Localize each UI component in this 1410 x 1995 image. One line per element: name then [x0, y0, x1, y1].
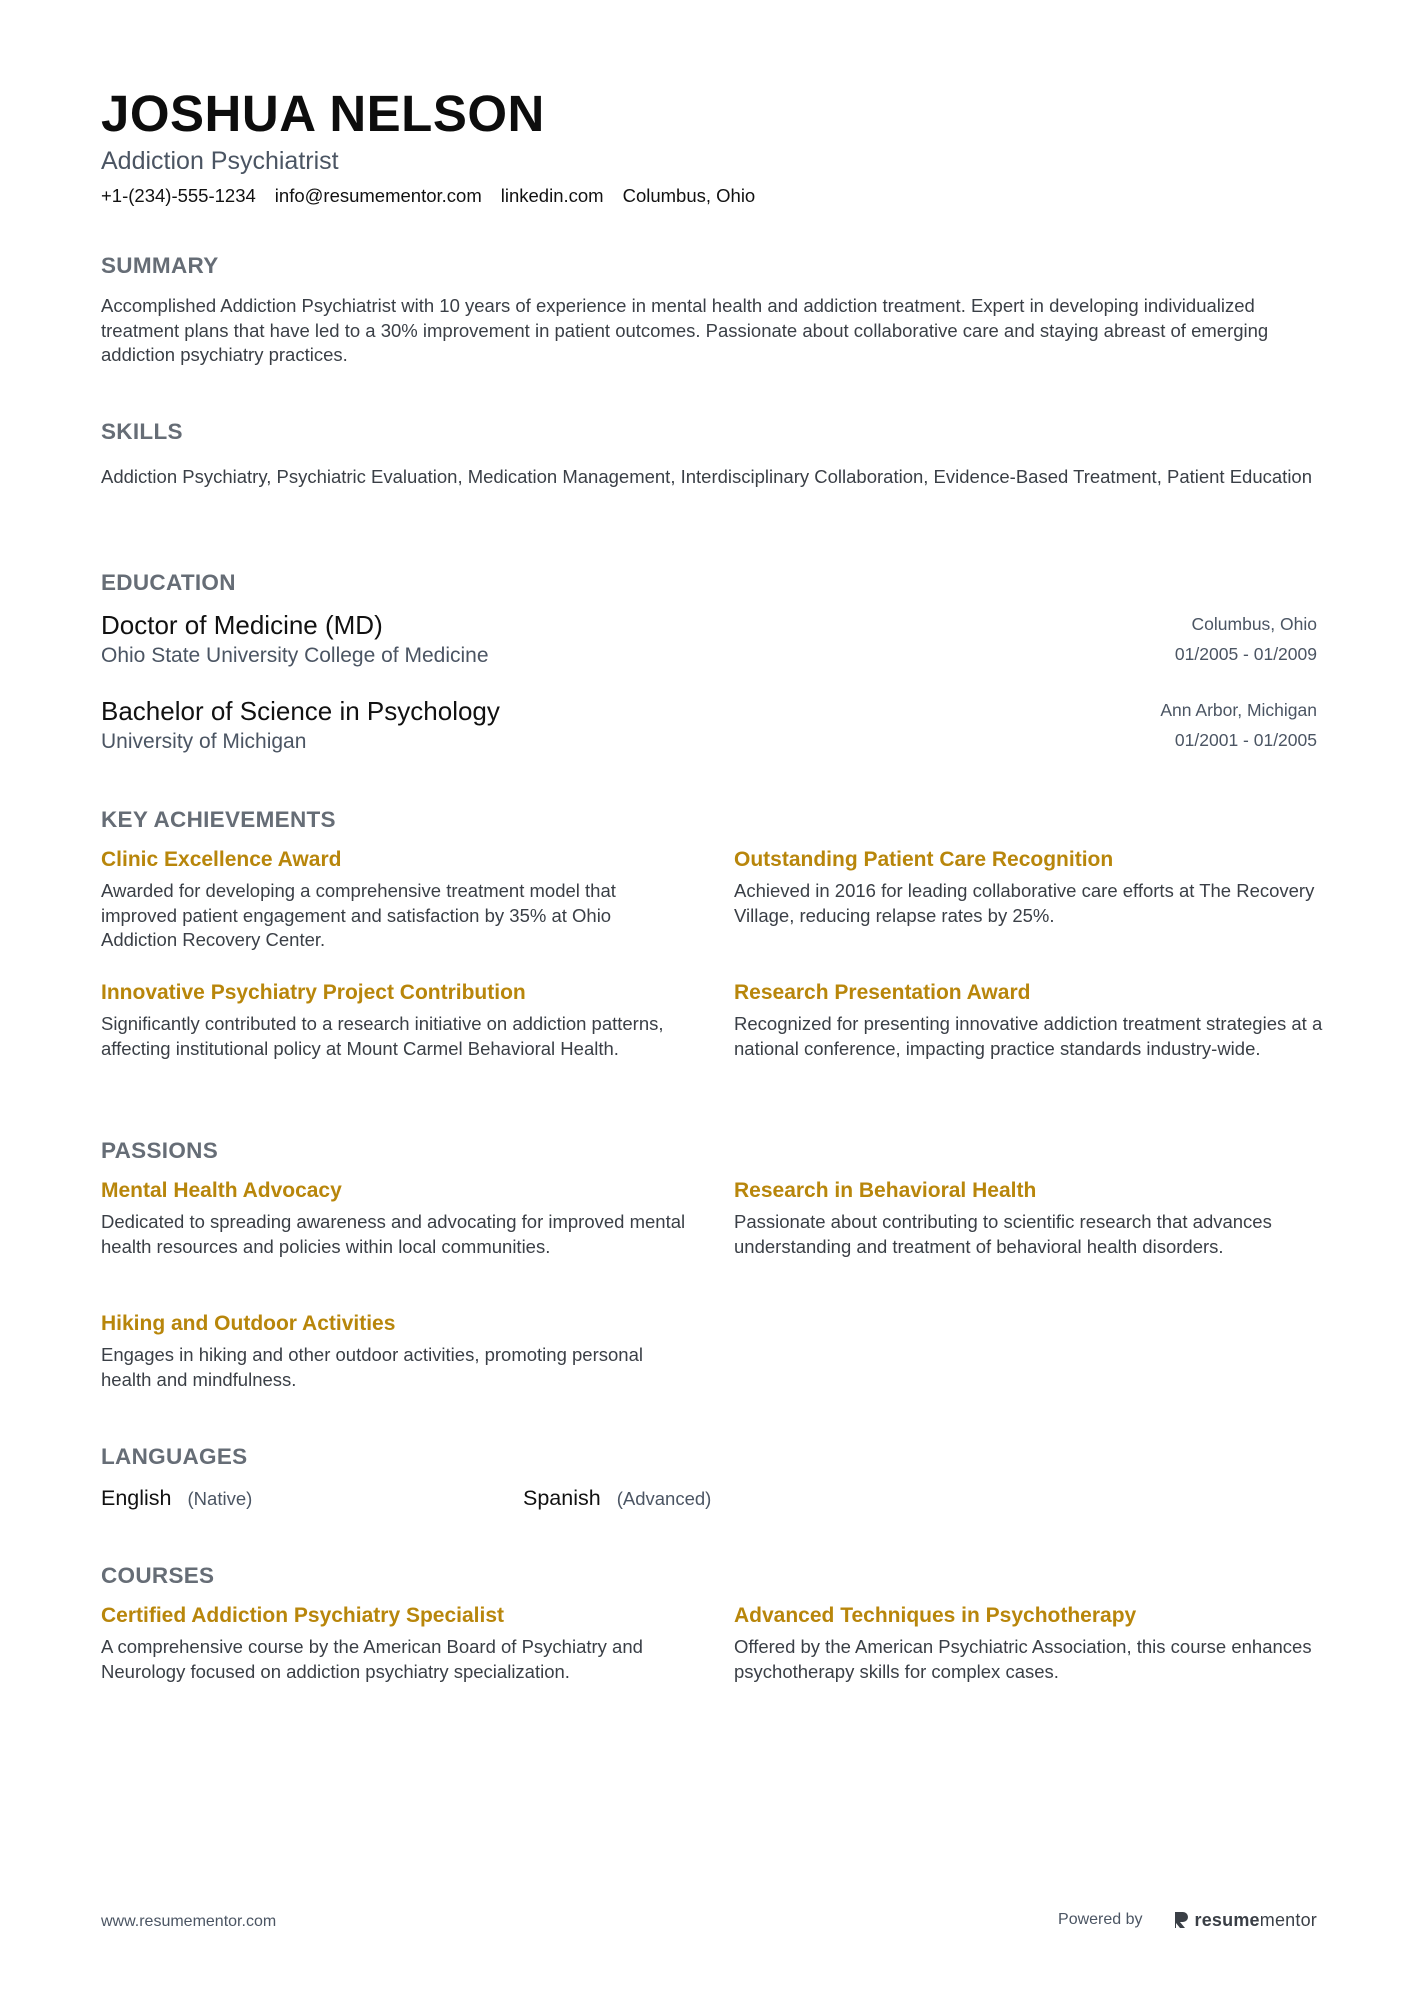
footer-url[interactable]: www.resumementor.com — [101, 1913, 277, 1930]
education-degree: Doctor of Medicine (MD) — [101, 610, 383, 640]
passions-heading: PASSIONS — [101, 1138, 219, 1163]
education-school: Ohio State University College of Medicine — [101, 644, 489, 667]
course-desc: A comprehensive course by the American Board of Psychiatry and Neurology focused on addiction psychiatry specialization. — [101, 1636, 643, 1682]
passion-item — [734, 1178, 1324, 1259]
language-name: English — [101, 1486, 172, 1510]
language-item — [101, 1484, 252, 1513]
education-dates: 01/2005 - 01/2009 — [1174, 644, 1317, 664]
achievement-title: Clinic Excellence Award — [101, 848, 342, 871]
powered-by[interactable] — [1058, 1909, 1317, 1931]
course-title: Advanced Techniques in Psychotherapy — [734, 1604, 1137, 1627]
achievement-item — [734, 847, 1324, 928]
brand-name — [1195, 1909, 1317, 1931]
language-level: (Native) — [187, 1488, 253, 1509]
achievement-item — [101, 980, 691, 1061]
candidate-role: Addiction Psychiatrist — [101, 147, 339, 175]
language-level: (Advanced) — [616, 1488, 712, 1509]
passion-title: Research in Behavioral Health — [734, 1179, 1037, 1202]
passion-desc: Passionate about contributing to scientific research that advances understanding and treatment of behavioral health disorders. — [734, 1211, 1272, 1257]
resume-page — [101, 0, 1323, 1995]
course-desc: Offered by the American Psychiatric Association, this course enhances psychotherapy skills for complex cases. — [734, 1636, 1312, 1682]
brand-light: mentor — [1259, 1910, 1317, 1930]
education-entry — [101, 695, 1317, 755]
language-item — [523, 1484, 711, 1513]
education-entry — [101, 609, 1317, 669]
contact-email[interactable]: info@resumementor.com — [274, 185, 482, 206]
contact-location: Columbus, Ohio — [622, 185, 756, 206]
achievement-desc: Achieved in 2016 for leading collaborative care efforts at The Recovery Village, reducing relapse rates by 25%. — [734, 880, 1315, 926]
passion-item — [101, 1178, 691, 1259]
achievement-title: Outstanding Patient Care Recognition — [734, 848, 1114, 871]
contact-bar — [101, 184, 755, 208]
summary-heading: SUMMARY — [101, 253, 219, 278]
brand-bold: resume — [1194, 1910, 1260, 1930]
resumementor-logo-icon — [1173, 1910, 1189, 1930]
course-item — [734, 1603, 1324, 1684]
achievement-desc: Significantly contributed to a research initiative on addiction patterns, affecting institutional policy at Mount Carmel Behavioral Health. — [101, 1013, 664, 1059]
contact-linkedin[interactable]: linkedin.com — [500, 185, 604, 206]
education-school: University of Michigan — [101, 730, 307, 753]
education-dates: 01/2001 - 01/2005 — [1174, 730, 1317, 750]
passion-item — [101, 1311, 691, 1392]
contact-phone[interactable]: +1-(234)-555-1234 — [101, 185, 256, 206]
education-heading: EDUCATION — [101, 570, 236, 595]
achievement-item — [734, 980, 1324, 1061]
achievements-heading: KEY ACHIEVEMENTS — [101, 807, 336, 832]
passion-desc: Dedicated to spreading awareness and advocating for improved mental health resources and policies within local communities. — [101, 1211, 686, 1257]
passion-title: Mental Health Advocacy — [101, 1179, 342, 1202]
languages-heading: LANGUAGES — [101, 1444, 248, 1469]
skills-text: Addiction Psychiatry, Psychiatric Evaluation, Medication Management, Interdisciplinary Collaboration, Evidence-Based Treatment, Patient Education — [101, 466, 1313, 487]
education-location: Columbus, Ohio — [1191, 614, 1317, 634]
skills-heading: SKILLS — [101, 419, 183, 444]
course-item — [101, 1603, 691, 1684]
education-degree: Bachelor of Science in Psychology — [101, 696, 500, 726]
candidate-name: JOSHUA NELSON — [101, 85, 545, 142]
passion-desc: Engages in hiking and other outdoor activities, promoting personal health and mindfulness. — [101, 1344, 643, 1390]
education-location: Ann Arbor, Michigan — [1160, 700, 1317, 720]
achievement-title: Innovative Psychiatry Project Contribution — [101, 981, 526, 1004]
course-title: Certified Addiction Psychiatry Specialist — [101, 1604, 504, 1627]
achievement-desc: Awarded for developing a comprehensive treatment model that improved patient engagement and satisfaction by 35% at Ohio Addiction Recovery Center. — [101, 880, 616, 950]
achievement-desc: Recognized for presenting innovative addiction treatment strategies at a national conference, impacting practice standards industry-wide. — [734, 1013, 1323, 1059]
language-name: Spanish — [523, 1486, 601, 1510]
powered-by-label: Powered by — [1058, 1911, 1143, 1928]
achievement-title: Research Presentation Award — [734, 981, 1031, 1004]
passion-title: Hiking and Outdoor Activities — [101, 1312, 396, 1335]
courses-heading: COURSES — [101, 1563, 215, 1588]
achievement-item — [101, 847, 691, 953]
summary-text: Accomplished Addiction Psychiatrist with 10 years of experience in mental health and addiction treatment. Expert in developing individualized treatment plans that have led to a 30% improvement in patient outcomes. Passionate about collaborative care and staying abreast of emerging addiction psychiatry practices. — [101, 295, 1269, 365]
